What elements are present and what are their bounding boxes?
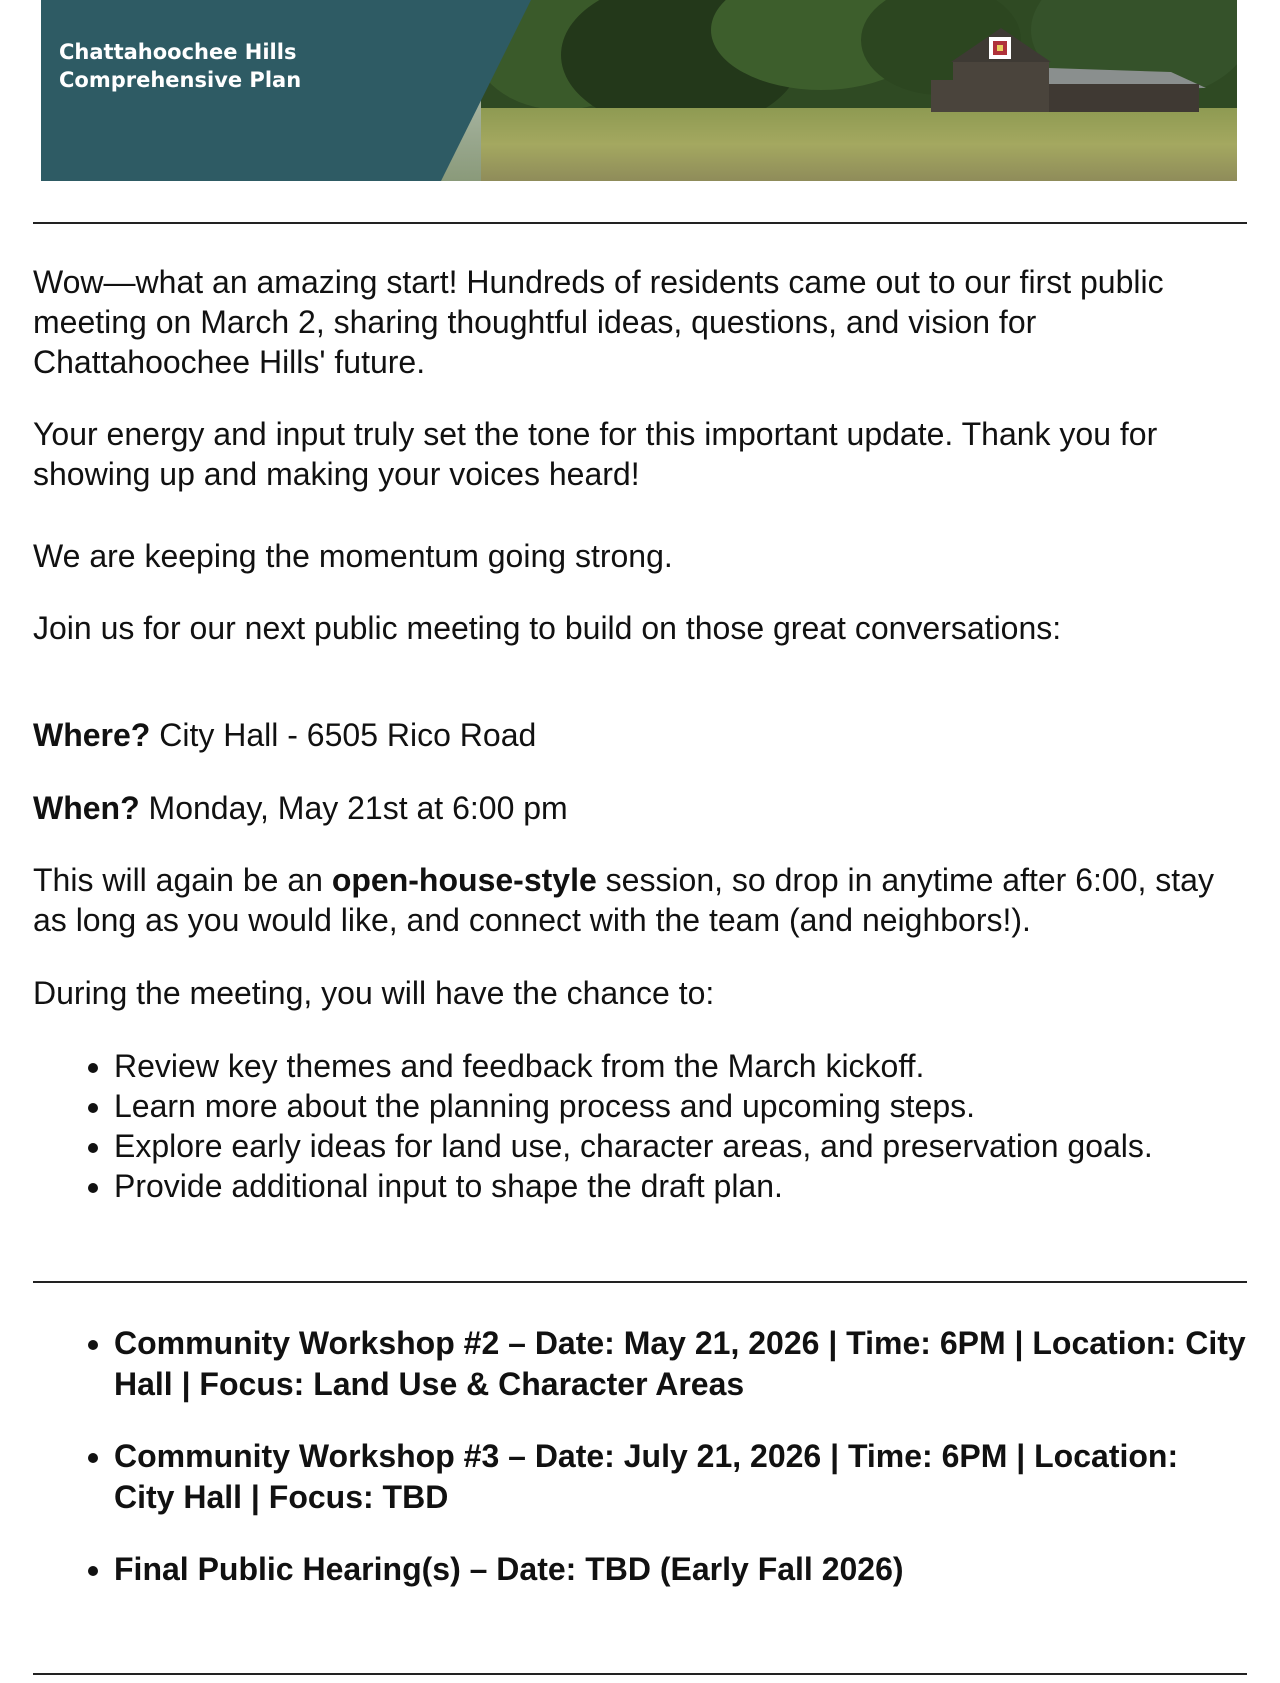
intro-section: [33, 262, 1247, 648]
when-label: When?: [33, 790, 140, 826]
event-item: • Final Public Hearing(s) – Date: TBD (Early Fall 2026): [114, 1549, 1247, 1590]
where-value: City Hall - 6505 Rico Road: [150, 717, 537, 753]
event-item: • Community Workshop #2 – Date: May 21, 2026 | Time: 6PM | Location: City Hall | Focus: Land Use & Character Areas: [114, 1323, 1247, 1405]
list-item: • Review key themes and feedback from the March kickoff.: [114, 1046, 1247, 1086]
chance-intro: During the meeting, you will have the chance to:: [33, 975, 715, 1011]
session-text-after: session, so drop in anytime after 6:00, stay as long as you would like, and connect with the team (and neighbors!).: [33, 862, 1214, 938]
activities-list: [33, 1046, 1247, 1206]
session-emphasis: open-house-style: [331, 862, 597, 898]
banner-title: [59, 38, 301, 94]
where-line: [33, 715, 536, 755]
events-list: [33, 1323, 1247, 1621]
when-value: Monday, May 21st at 6:00 pm: [139, 790, 568, 826]
banner-title-line1: Chattahoochee Hills: [59, 40, 297, 64]
list-item: • Explore early ideas for land use, character areas, and preservation goals.: [114, 1126, 1247, 1166]
intro-paragraph-1: Wow—what an amazing start! Hundreds of residents came out to our first public meeting on March 2, sharing thoughtful ideas, questions, and vision for Chattahoochee Hills' future.: [33, 264, 1164, 380]
session-text-before: This will again be an: [33, 862, 332, 898]
divider-bottom: [33, 1673, 1247, 1675]
where-label: Where?: [33, 717, 151, 753]
list-item: • Provide additional input to shape the draft plan.: [114, 1166, 1247, 1206]
list-item: • Learn more about the planning process and upcoming steps.: [114, 1086, 1247, 1126]
divider-top: [33, 222, 1247, 224]
intro-paragraph-3: We are keeping the momentum going strong.: [33, 538, 673, 574]
event-item: • Community Workshop #3 – Date: July 21, 2026 | Time: 6PM | Location: City Hall | Focus: TBD: [114, 1436, 1247, 1518]
intro-paragraph-2: Your energy and input truly set the tone for this important update. Thank you for showing up and making your voices heard!: [33, 416, 1158, 492]
when-line: [33, 788, 568, 828]
banner-title-line2: Comprehensive Plan: [59, 68, 302, 92]
header-banner: [41, 0, 1237, 181]
intro-paragraph-4: Join us for our next public meeting to build on those great conversations:: [33, 610, 1062, 646]
divider-middle: [33, 1281, 1247, 1283]
session-paragraph: [33, 860, 1247, 940]
